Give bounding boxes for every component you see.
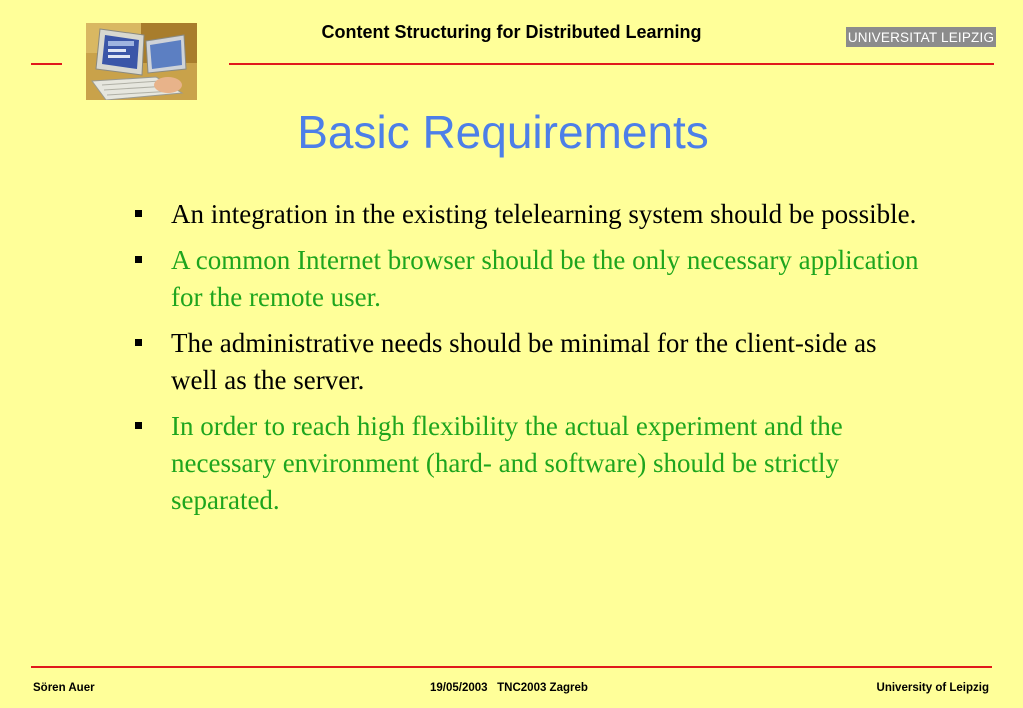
bullet-list bbox=[135, 196, 925, 528]
header-rule-left bbox=[31, 63, 62, 65]
slide-title: Basic Requirements bbox=[297, 106, 709, 158]
bullet-item bbox=[135, 408, 925, 519]
footer-date-event: 19/05/2003 TNC2003 Zagreb bbox=[430, 682, 588, 694]
bullet-item bbox=[135, 196, 925, 233]
header-rule-right bbox=[229, 63, 994, 65]
footer-rule bbox=[31, 666, 992, 668]
bullet-text: The administrative needs should be minimal for the client-side as well as the server. bbox=[171, 328, 877, 395]
footer-author: Sören Auer bbox=[33, 682, 95, 694]
footer-institution: University of Leipzig bbox=[876, 682, 989, 694]
university-logo: UNIVERSITAT LEIPZIG bbox=[846, 27, 996, 47]
bullet-text: In order to reach high flexibility the actual experiment and the necessary environment (hard- and software) should be strictly separated. bbox=[171, 411, 843, 515]
bullet-text: A common Internet browser should be the only necessary application for the remote user. bbox=[171, 245, 919, 312]
bullet-item bbox=[135, 242, 925, 316]
bullet-text: An integration in the existing telelearning system should be possible. bbox=[171, 199, 917, 229]
header-title: Content Structuring for Distributed Learning bbox=[321, 22, 702, 42]
square-bullet-icon bbox=[135, 339, 142, 346]
square-bullet-icon bbox=[135, 422, 142, 429]
bullet-item bbox=[135, 325, 925, 399]
square-bullet-icon bbox=[135, 256, 142, 263]
square-bullet-icon bbox=[135, 210, 142, 217]
